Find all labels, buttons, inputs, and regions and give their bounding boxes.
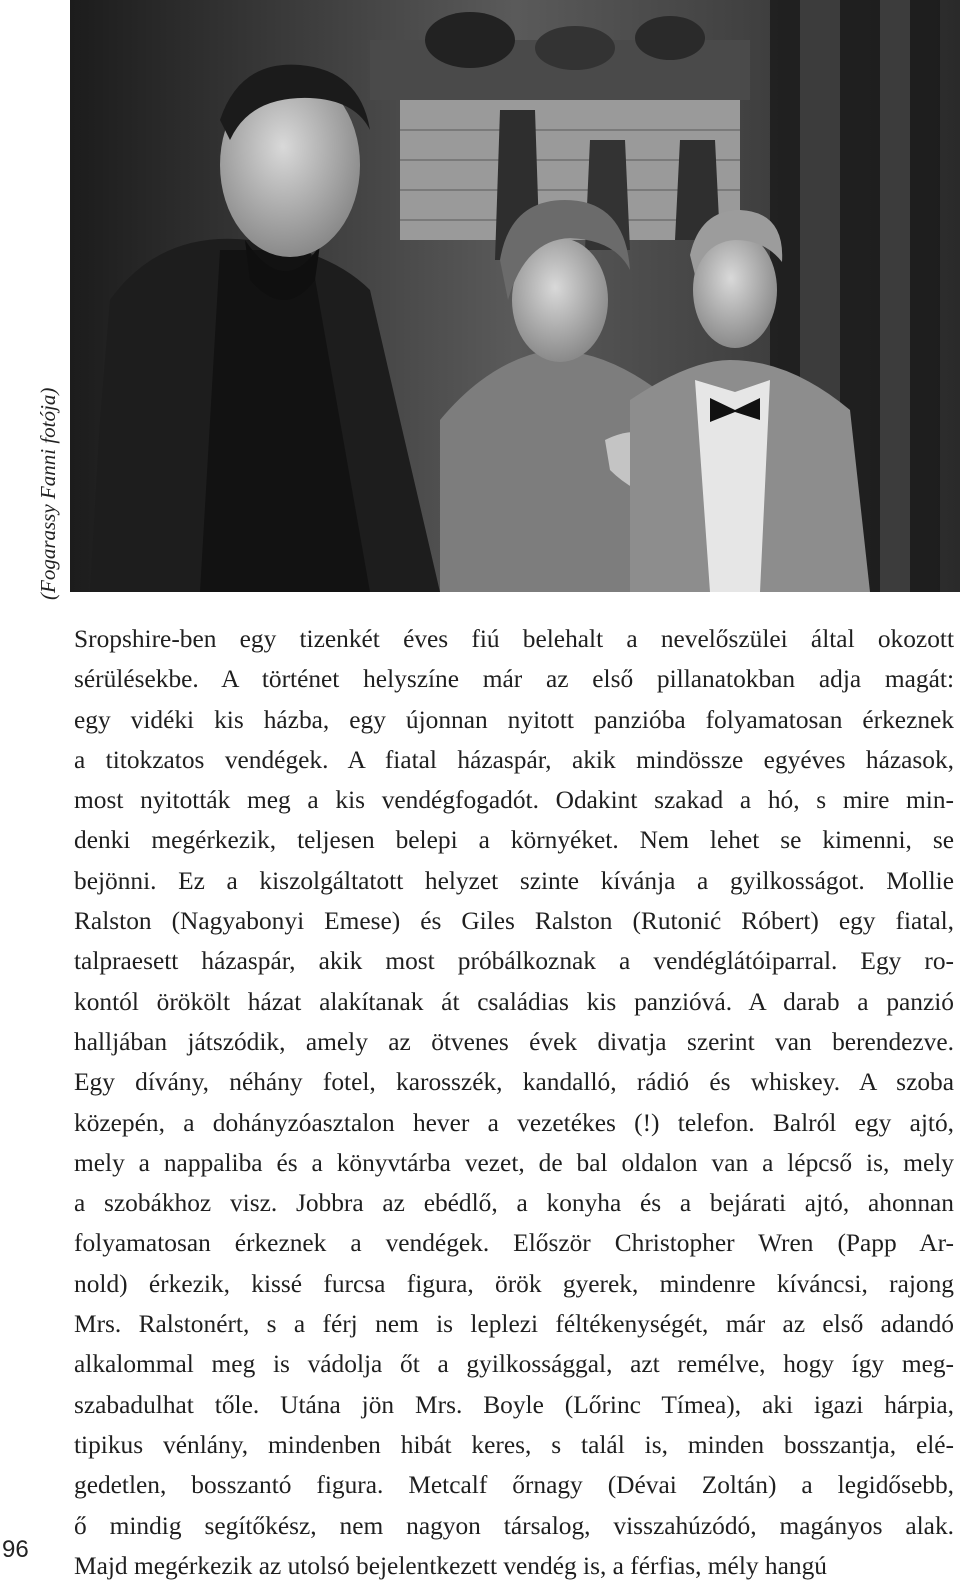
text-line: denki megérkezik, teljesen belepi a környéket. Nem lehet se kimenni, se	[74, 826, 954, 855]
text-line: mely a nappaliba és a könyvtárba vezet, de bal oldalon van a lépcső is, mely	[74, 1148, 954, 1177]
text-line: sérülésekbe. A történet helyszíne már az első pillanatokban adja magát:	[74, 665, 954, 694]
text-line: gedetlen, bosszantó figura. Metcalf őrnagy (Dévai Zoltán) a legidősebb,	[74, 1471, 954, 1500]
text-line: folyamatosan érkeznek a vendégek. Először Christopher Wren (Papp Ar-	[74, 1229, 954, 1258]
text-line: a titokzatos vendégek. A fiatal házaspár, akik mindössze egyéves házasok,	[74, 745, 954, 774]
text-line: Egy dívány, néhány fotel, karosszék, kandalló, rádió és whiskey. A szoba	[74, 1068, 954, 1097]
text-line: Sropshire-ben egy tizenkét éves fiú belehalt a nevelőszülei által okozott	[74, 625, 954, 653]
text-line: nold) érkezik, kissé furcsa figura, örök gyerek, mindenre kíváncsi, rajong	[74, 1269, 954, 1298]
text-line: közepén, a dohányzóasztalon hever a vezetékes (!) telefon. Balról egy ajtó,	[74, 1108, 954, 1137]
photo-credit: (Fogarassy Fanni fotója)	[36, 387, 60, 600]
text-line: kontól örökölt házat alakítanak át családias kis panzióvá. A darab a panzió	[74, 987, 954, 1016]
text-line: most nyitották meg a kis vendégfogadót. Odakint szakad a hó, s mire min-	[74, 786, 954, 815]
text-line: egy vidéki kis házba, egy újonnan nyitott panzióba folyamatosan érkeznek	[74, 705, 954, 734]
text-line: bejönni. Ez a kiszolgáltatott helyzet szinte kívánja a gyilkosságot. Mollie	[74, 866, 954, 895]
page-number: 96	[2, 1536, 29, 1563]
text-line: halljában játszódik, amely az ötvenes évek divatja szerint van berendezve.	[74, 1027, 954, 1056]
stage-photo	[70, 0, 960, 592]
text-line: talpraesett házaspár, akik most próbálkoznak a vendéglátóiparral. Egy ro-	[74, 947, 954, 976]
text-line: alkalommal meg is vádolja őt a gyilkossággal, azt remélve, hogy így meg-	[74, 1350, 954, 1379]
article-body	[74, 619, 954, 1586]
text-line: a szobákhoz visz. Jobbra az ebédlő, a konyha és a bejárati ajtó, ahonnan	[74, 1189, 954, 1218]
text-line: ő mindig segítőkész, nem nagyon társalog, visszahúzódó, magányos alak.	[74, 1511, 954, 1540]
text-line: Majd megérkezik az utolsó bejelentkezett vendég is, a férfias, mély hangú	[74, 1551, 827, 1580]
text-line: Mrs. Ralstonért, s a férj nem is leplezi féltékenységét, már az első adandó	[74, 1310, 954, 1339]
text-line: szabadulhat tőle. Utána jön Mrs. Boyle (Lőrinc Tímea), aki igazi hárpia,	[74, 1390, 954, 1419]
text-line: Ralston (Nagyabonyi Emese) és Giles Ralston (Rutonić Róbert) egy fiatal,	[74, 907, 954, 936]
stage-photo-illustration	[70, 0, 960, 592]
text-line: tipikus vénlány, mindenben hibát keres, s talál is, minden bosszantja, elé-	[74, 1430, 954, 1459]
